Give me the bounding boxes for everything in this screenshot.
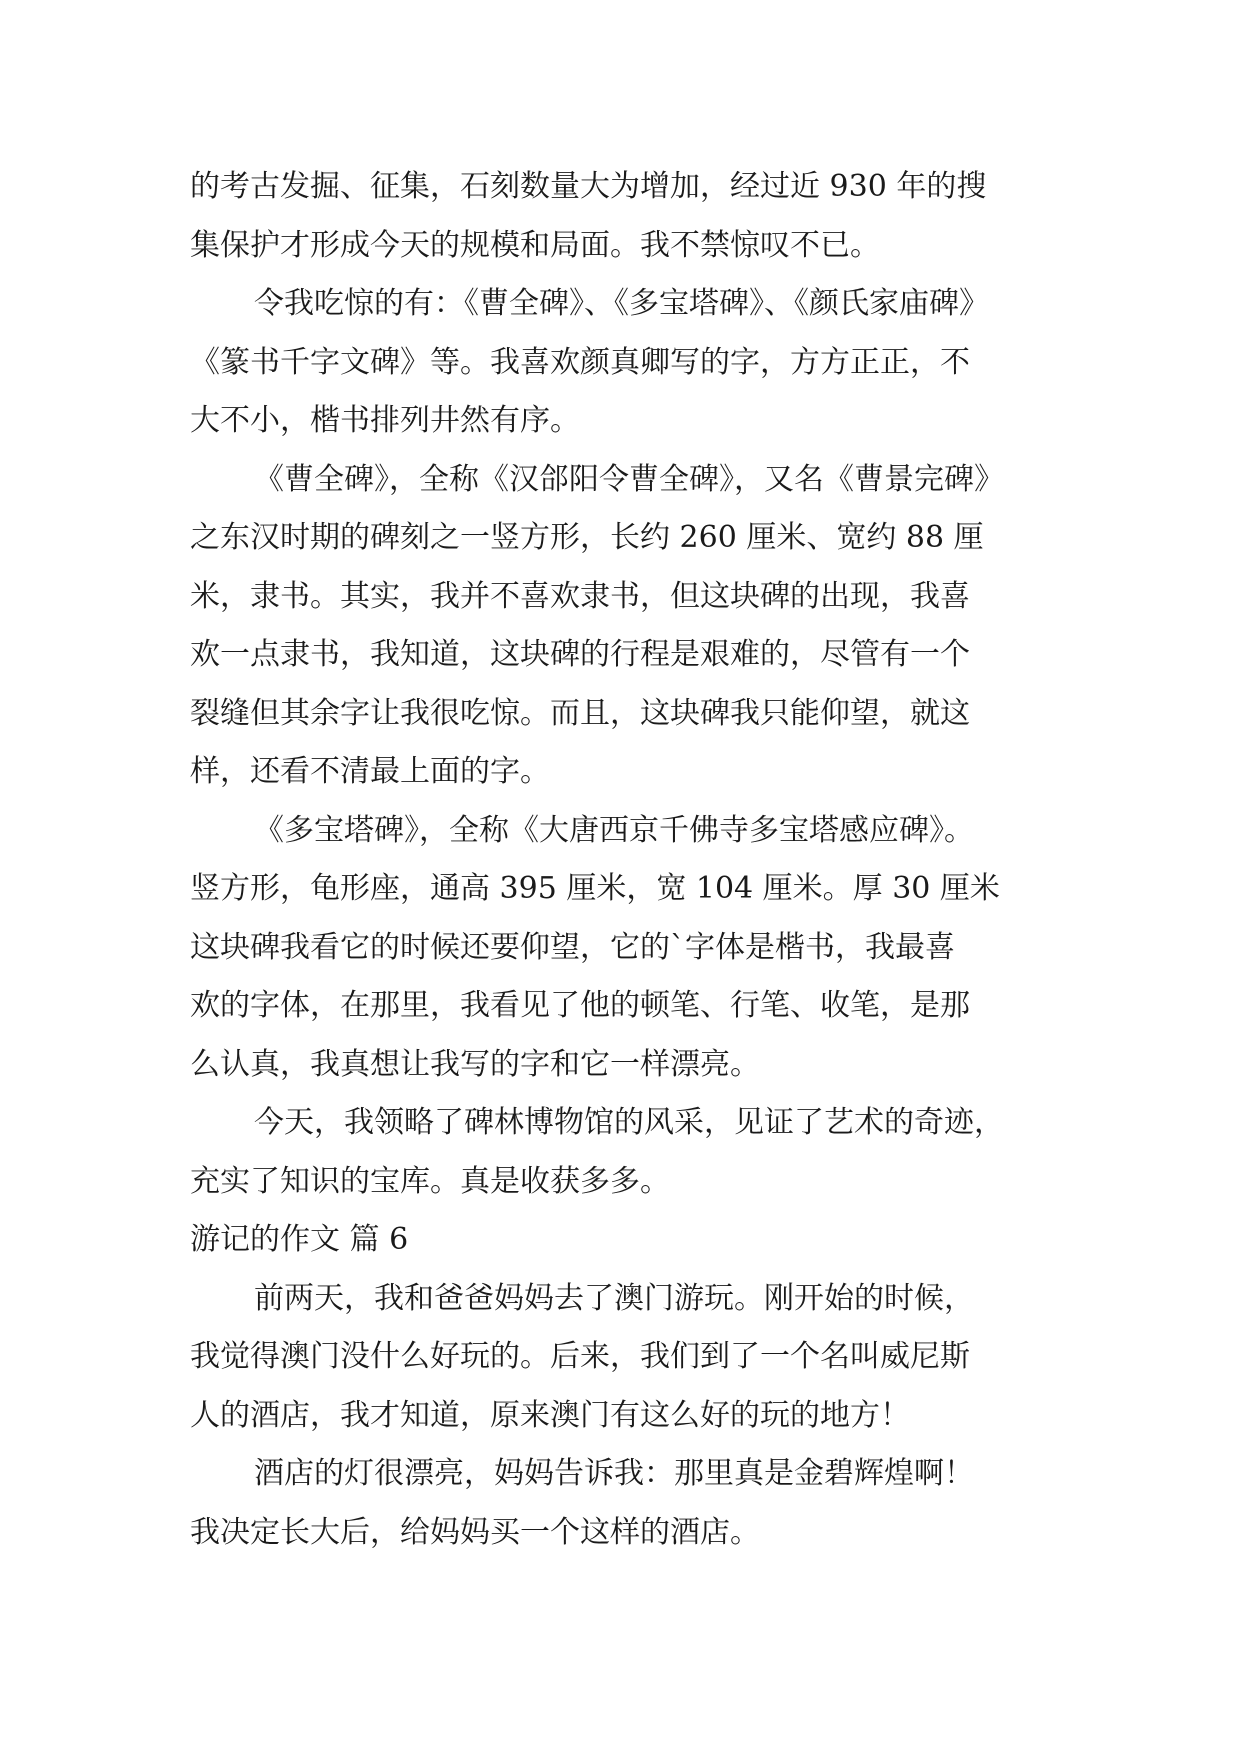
paragraph-start-line: 前两天，我和爸爸妈妈去了澳门游玩。刚开始的时候， bbox=[254, 1280, 974, 1316]
paragraph-start-line: 令我吃惊的有：《曹全碑》、《多宝塔碑》、《颜氏家庙碑》 bbox=[254, 286, 989, 321]
text-line: 《篆书千字文碑》等。我喜欢颜真卿写的字，方方正正，不 bbox=[190, 344, 970, 380]
text-line: 大不小，楷书排列井然有序。 bbox=[190, 403, 580, 438]
text-line: 这块碑我看它的时候还要仰望，它的`字体是楷书，我最喜 bbox=[190, 929, 955, 965]
text-line: 裂缝但其余字让我很吃惊。而且，这块碑我只能仰望，就这 bbox=[190, 695, 970, 731]
text-line: 之东汉时期的碑刻之一竖方形，长约 260 厘米、宽约 88 厘 bbox=[190, 520, 984, 555]
paragraph-start-line: 《多宝塔碑》，全称《大唐西京千佛寺多宝塔感应碑》。 bbox=[254, 812, 974, 848]
section-heading: 游记的作文 篇 6 bbox=[190, 1222, 409, 1257]
text-line: 竖方形，龟形座，通高 395 厘米，宽 104 厘米。厚 30 厘米 bbox=[190, 871, 1000, 906]
document-body bbox=[190, 158, 1050, 1562]
text-line: 我觉得澳门没什么好玩的。后来，我们到了一个名叫威尼斯 bbox=[190, 1339, 970, 1374]
text-line: 米，隶书。其实，我并不喜欢隶书，但这块碑的出现，我喜 bbox=[190, 578, 970, 614]
text-line: 的考古发掘、征集，石刻数量大为增加，经过近 930 年的搜 bbox=[190, 169, 987, 204]
paragraph-start-line: 《曹全碑》，全称《汉郃阳令曹全碑》，又名《曹景完碑》 bbox=[254, 461, 1004, 497]
text-line: 集保护才形成今天的规模和局面。我不禁惊叹不已。 bbox=[190, 227, 880, 263]
paragraph-start-line: 今天，我领略了碑林博物馆的风采，见证了艺术的奇迹， bbox=[254, 1105, 1004, 1140]
text-line: 么认真，我真想让我写的字和它一样漂亮。 bbox=[190, 1046, 760, 1082]
text-line: 人的酒店，我才知道，原来澳门有这么好的玩的地方！ bbox=[190, 1397, 910, 1433]
text-line: 欢一点隶书，我知道，这块碑的行程是艰难的，尽管有一个 bbox=[190, 637, 970, 672]
text-line: 我决定长大后，给妈妈买一个这样的酒店。 bbox=[190, 1514, 760, 1550]
paragraph-start-line: 酒店的灯很漂亮，妈妈告诉我：那里真是金碧辉煌啊！ bbox=[254, 1456, 974, 1491]
text-line: 充实了知识的宝库。真是收获多多。 bbox=[190, 1163, 670, 1199]
text-line: 样，还看不清最上面的字。 bbox=[190, 754, 550, 789]
text-line: 欢的字体，在那里，我看见了他的顿笔、行笔、收笔，是那 bbox=[190, 988, 970, 1023]
